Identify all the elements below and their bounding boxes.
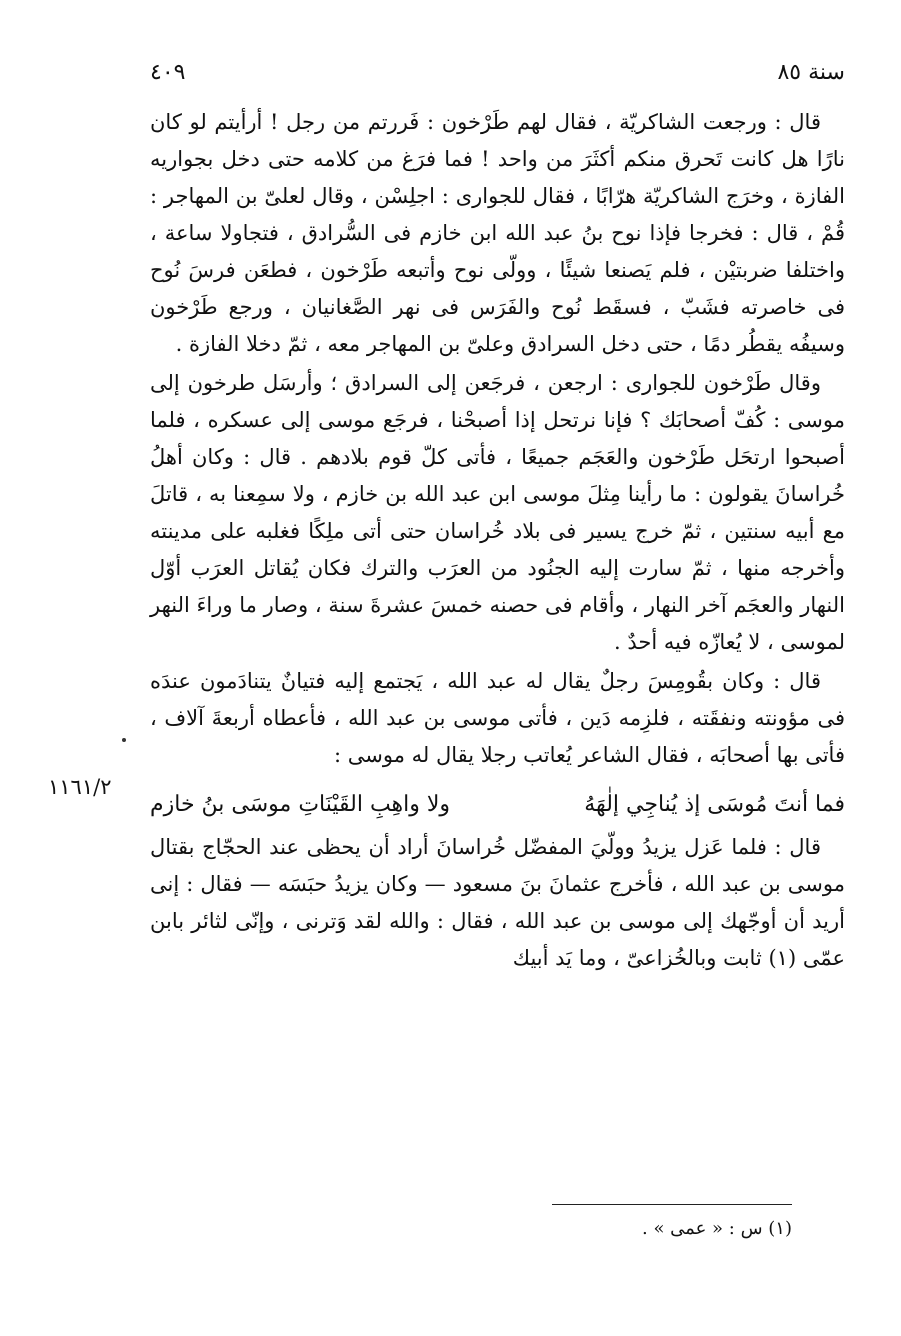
main-text <box>150 104 845 979</box>
paragraph: وقال طَرْخون للجوارى : ارجعن ، فرجَعن إلى السرادق ؛ وأرسَل طرخون إلى موسى : كُفّ أصحابَك ؟ فإنا نرتحل إذا أصبحْنا ، فرجَع موسى إلى عسكره ، فلما أصبحوا ارتحَل طَرْخون والعَجَم جميعًا ، فأتى كلّ قوم بلادهم . قال : وكان أهلُ خُراسانَ يقولون : ما رأينا مِثلَ موسى ابن عبد الله بن خازم ، ولا سمِعنا به ، قاتلَ مع أبيه سنتين ، ثمّ خرج يسير فى بلاد خُراسان حتى أتى ملِكًا فغلبه على مدينته وأخرجه منها ، ثمّ سارت إليه الجنُود من العرَب والترك فكان يُقاتل العرَب أوّل النهار والعجَم آخر النهار ، وأقام فى حصنه خمسَ عشرةَ سنة ، وصار ما وراءَ النهر لموسى ، لا يُعازّه فيه أحدٌ . <box>150 371 845 654</box>
page-number: ٤٠٩ <box>150 60 186 85</box>
footnote: (١) س : « عمى » . <box>642 1218 792 1239</box>
paragraph: قال : ورجعت الشاكريّة ، فقال لهم طَرْخون : فَررتم من رجل ! أرأيتم لو كان نارًا هل كانت تَحرق منكم أكثَرَ من واحد ! فما فرَغ من كلامه حتى دخل بجواريه الفازة ، وخرَج الشاكريّة هرّابًا ، فقال للجوارى : اجلِسْن ، وقال لعلىّ بن المهاجر : قُمْ ، قال : فخرجا فإذا نوح بنُ عبد الله ابن خازم فى السُّرادق ، فتجاولا ساعة ، واختلفا ضربتيْن ، فلم يَصنعا شيئًا ، وولّى نوح وأتبعه طَرْخون ، فطعَن فرسَ نُوح فى خاصرته فشَبّ ، فسقَط نُوح والفَرَس فى نهر الصَّغانيان ، ورجع طَرْخون وسيفُه يقطُر دمًا ، حتى دخل السرادق وعلىّ بن المهاجر معه ، ثمّ دخلا الفازة . <box>150 110 845 356</box>
paragraph: قال : وكان بقُومِسَ رجلٌ يقال له عبد الله ، يَجتمع إليه فتيانٌ يتنادَمون عندَه فى مؤونته ونفقَته ، فلزِمه دَين ، فأتى موسى بن عبد الله ، فأعطاه أربعةَ آلاف ، فأتى بها أصحابَه ، فقال الشاعر يُعاتب رجلا يقال له موسى : <box>150 669 845 767</box>
footnote-divider <box>552 1204 792 1205</box>
poetry-verse <box>150 786 845 823</box>
verse-hemistich-second: ولا واهِبِ القَيْنَاتِ موسَى بنُ خازم <box>150 792 451 817</box>
verse-hemistich-first: فما أنتَ مُوسَى إذ يُناجِي إلٰهَهُ <box>584 792 845 817</box>
page-header <box>150 60 845 96</box>
margin-dot <box>122 738 126 742</box>
year-label: سنة ٨٥ <box>777 60 845 85</box>
paragraph: قال : فلما عَزل يزيدُ وولّيَ المفضّل خُراسانَ أراد أن يحظى عند الحجّاج بقتال موسى بن عبد الله ، فأخرج عثمانَ بنَ مسعود — وكان يزيدُ حبَسَه — فقال : إنى أريد أن أوجّهك إلى موسى بن عبد الله ، فقال : والله لقد وَترنى ، وإنّى لثائر بابن عمّى (١) ثابت وبالخُزاعىّ ، وما يَد أبيك <box>150 835 845 970</box>
margin-reference: ١١٦١/٢ <box>48 775 112 799</box>
